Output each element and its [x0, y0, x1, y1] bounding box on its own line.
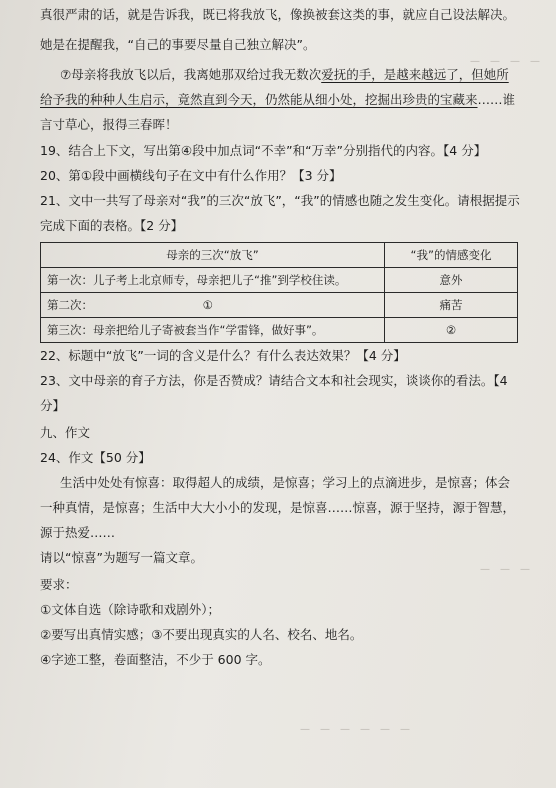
composition-text: 生活中处处有惊喜：取得超人的成绩，是惊喜；学习上的点滴进步，是惊喜；体会 [60, 475, 511, 490]
passage-line: 她是在提醒我，“自己的事要尽量自己独立解决”。 [40, 37, 316, 52]
underlined-sentence: 给予我的种种人生启示，竟然直到今天，仍然能从细小处，挖掘出珍贵的宝藏来 [40, 92, 478, 107]
question-23-cont: 分】 [40, 398, 66, 413]
passage-line: 言寸草心，报得三春晖！ [40, 117, 178, 132]
emotion-table [40, 242, 518, 343]
requirement-item: ④字迹工整，卷面整洁，不少于 600 字。 [40, 652, 271, 667]
question-23: 23、文中母亲的育子方法，你是否赞成？请结合文本和社会现实，谈谈你的看法。【4 [40, 373, 508, 388]
question-19: 19、结合上下文，写出第④段中加点词“不幸”和“万幸”分别指代的内容。【4 分】 [40, 143, 487, 158]
requirement-item: ①文体自选（除诗歌和戏剧外）； [40, 602, 220, 617]
table-row [41, 268, 518, 293]
table-row [41, 293, 518, 318]
question-20: 20、第①段中画横线句子在文中有什么作用？【3 分】 [40, 168, 342, 183]
passage-paragraph-7 [60, 66, 516, 84]
table-header-row [41, 243, 518, 268]
table-cell: 第二次： ① [41, 293, 385, 318]
show-through-mark: — — — [480, 564, 530, 575]
passage-line: 真很严肃的话，就是告诉我，既已将我放飞，像换被套这类的事，就应自己设法解决。 [40, 7, 516, 22]
question-24: 24、作文【50 分】 [40, 450, 151, 465]
passage-text: ⑦母亲将我放飞以后，我离她那双给过我无数次 [60, 67, 322, 82]
question-21-cont: 完成下面的表格。【2 分】 [40, 218, 184, 233]
composition-text: 一种真情，是惊喜；生活中大大小小的发现，是惊喜……惊喜，源于坚持，源于智慧， [40, 500, 516, 515]
composition-prompt: 请以“惊喜”为题写一篇文章。 [40, 550, 203, 565]
table-cell: 痛苦 [385, 293, 518, 318]
table-row [41, 318, 518, 343]
show-through-mark: — — — — — — [300, 724, 410, 735]
table-cell: 意外 [385, 268, 518, 293]
question-22: 22、标题中“放飞”一词的含义是什么？有什么表达效果？【4 分】 [40, 348, 406, 363]
requirements-title: 要求： [40, 577, 78, 592]
table-cell: 第三次：母亲把给儿子寄被套当作“学雷锋，做好事”。 [41, 318, 385, 343]
show-through-mark: — — — — [470, 56, 540, 67]
table-header-cell: 母亲的三次“放飞” [41, 243, 385, 268]
passage-text: ……谁 [477, 92, 516, 107]
passage-line [40, 91, 516, 109]
underlined-sentence: 爱抚的手，是越来越远了，但她所 [321, 67, 509, 82]
composition-text: 源于热爱…… [40, 525, 116, 540]
table-cell: 第一次：儿子考上北京师专，母亲把儿子“推”到学校住读。 [41, 268, 385, 293]
table-header-cell: “我”的情感变化 [385, 243, 518, 268]
section-title: 九、作文 [40, 425, 91, 440]
table-cell: ② [385, 318, 518, 343]
requirement-item: ②要写出真情实感；③不要出现真实的人名、校名、地名。 [40, 627, 363, 642]
question-21: 21、文中一共写了母亲对“我”的三次“放飞”，“我”的情感也随之发生变化。请根据提示 [40, 193, 520, 208]
